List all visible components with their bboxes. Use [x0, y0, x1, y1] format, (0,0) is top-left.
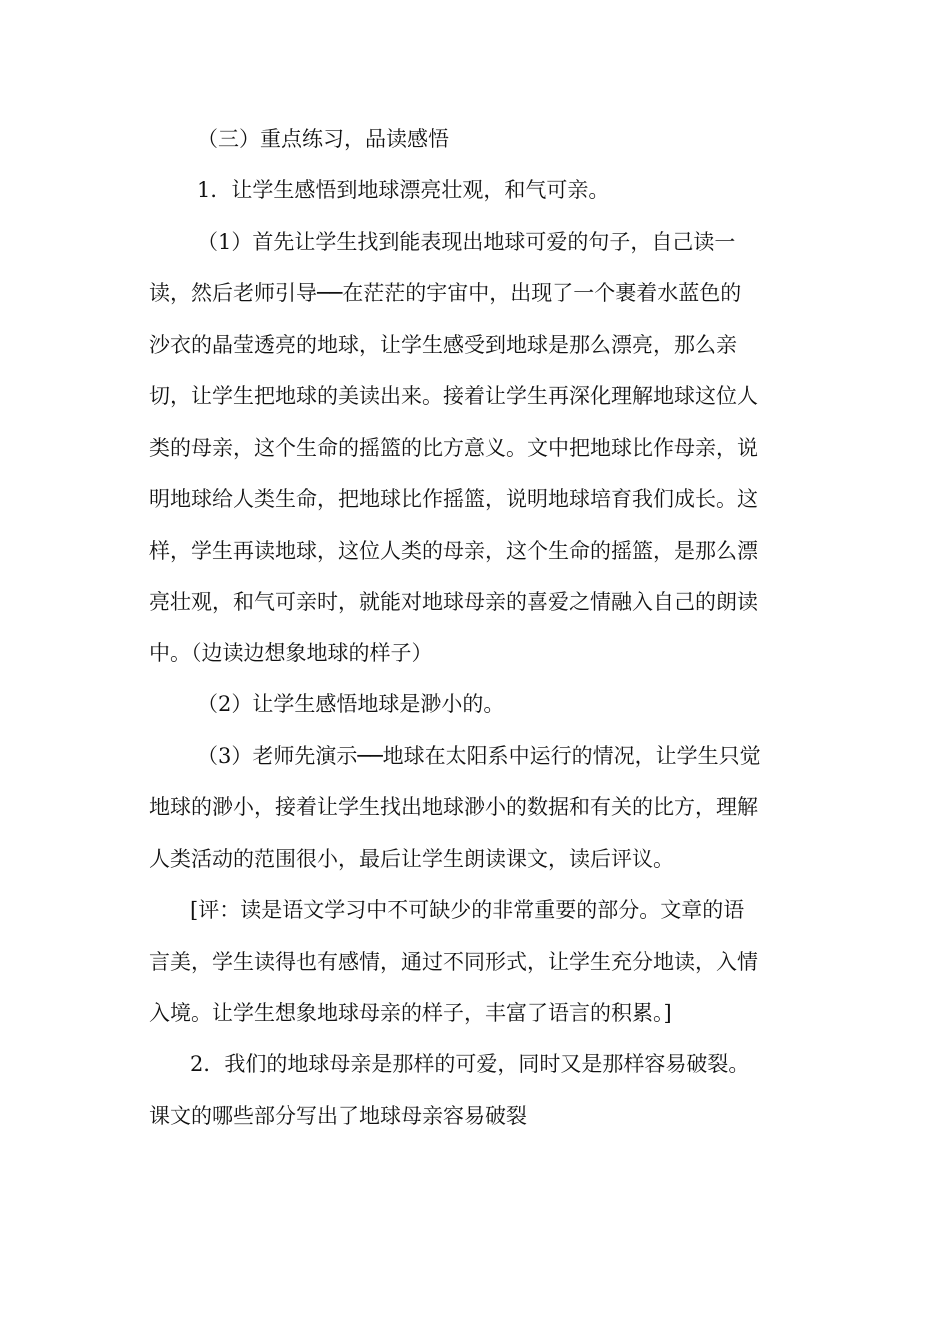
text-line: （1）首先让学生找到能表现出地球可爱的句子，自己读一	[197, 230, 736, 254]
text-line: 课文的哪些部分写出了地球母亲容易破裂	[149, 1104, 527, 1128]
comment-line: 入境。让学生想象地球母亲的样子，丰富了语言的积累。]	[149, 1001, 672, 1025]
text-line: 类的母亲，这个生命的摇篮的比方意义。文中把地球比作母亲，说	[149, 436, 758, 460]
text-line: （2）让学生感悟地球是渺小的。	[197, 692, 505, 716]
text-line: 地球的渺小，接着让学生找出地球渺小的数据和有关的比方，理解	[149, 795, 758, 819]
text-line: 1．让学生感悟到地球漂亮壮观，和气可亲。	[197, 178, 610, 202]
text-line: 明地球给人类生命，把地球比作摇篮，说明地球培育我们成长。这	[149, 487, 758, 511]
text-line: （3）老师先演示──地球在太阳系中运行的情况，让学生只觉	[197, 744, 761, 768]
text-line: 切，让学生把地球的美读出来。接着让学生再深化理解地球这位人	[149, 384, 758, 408]
comment-line: 言美，学生读得也有感情，通过不同形式，让学生充分地读，入情	[149, 950, 758, 974]
text-line: 中。（边读边想象地球的样子）	[149, 641, 433, 665]
text-line: 沙衣的晶莹透亮的地球，让学生感受到地球是那么漂亮，那么亲	[149, 333, 737, 357]
text-line: 2．我们的地球母亲是那样的可爱，同时又是那样容易破裂。	[190, 1052, 750, 1076]
text-line: 读，然后老师引导──在茫茫的宇宙中，出现了一个裹着水蓝色的	[149, 281, 742, 305]
comment-line: [评：读是语文学习中不可缺少的非常重要的部分。文章的语	[190, 898, 745, 922]
section-heading: （三）重点练习，品读感悟	[197, 127, 449, 151]
text-line: 样，学生再读地球，这位人类的母亲，这个生命的摇篮，是那么漂	[149, 539, 758, 563]
text-line: 人类活动的范围很小，最后让学生朗读课文，读后评议。	[149, 847, 674, 871]
text-line: 亮壮观，和气可亲时，就能对地球母亲的喜爱之情融入自己的朗读	[149, 590, 758, 614]
